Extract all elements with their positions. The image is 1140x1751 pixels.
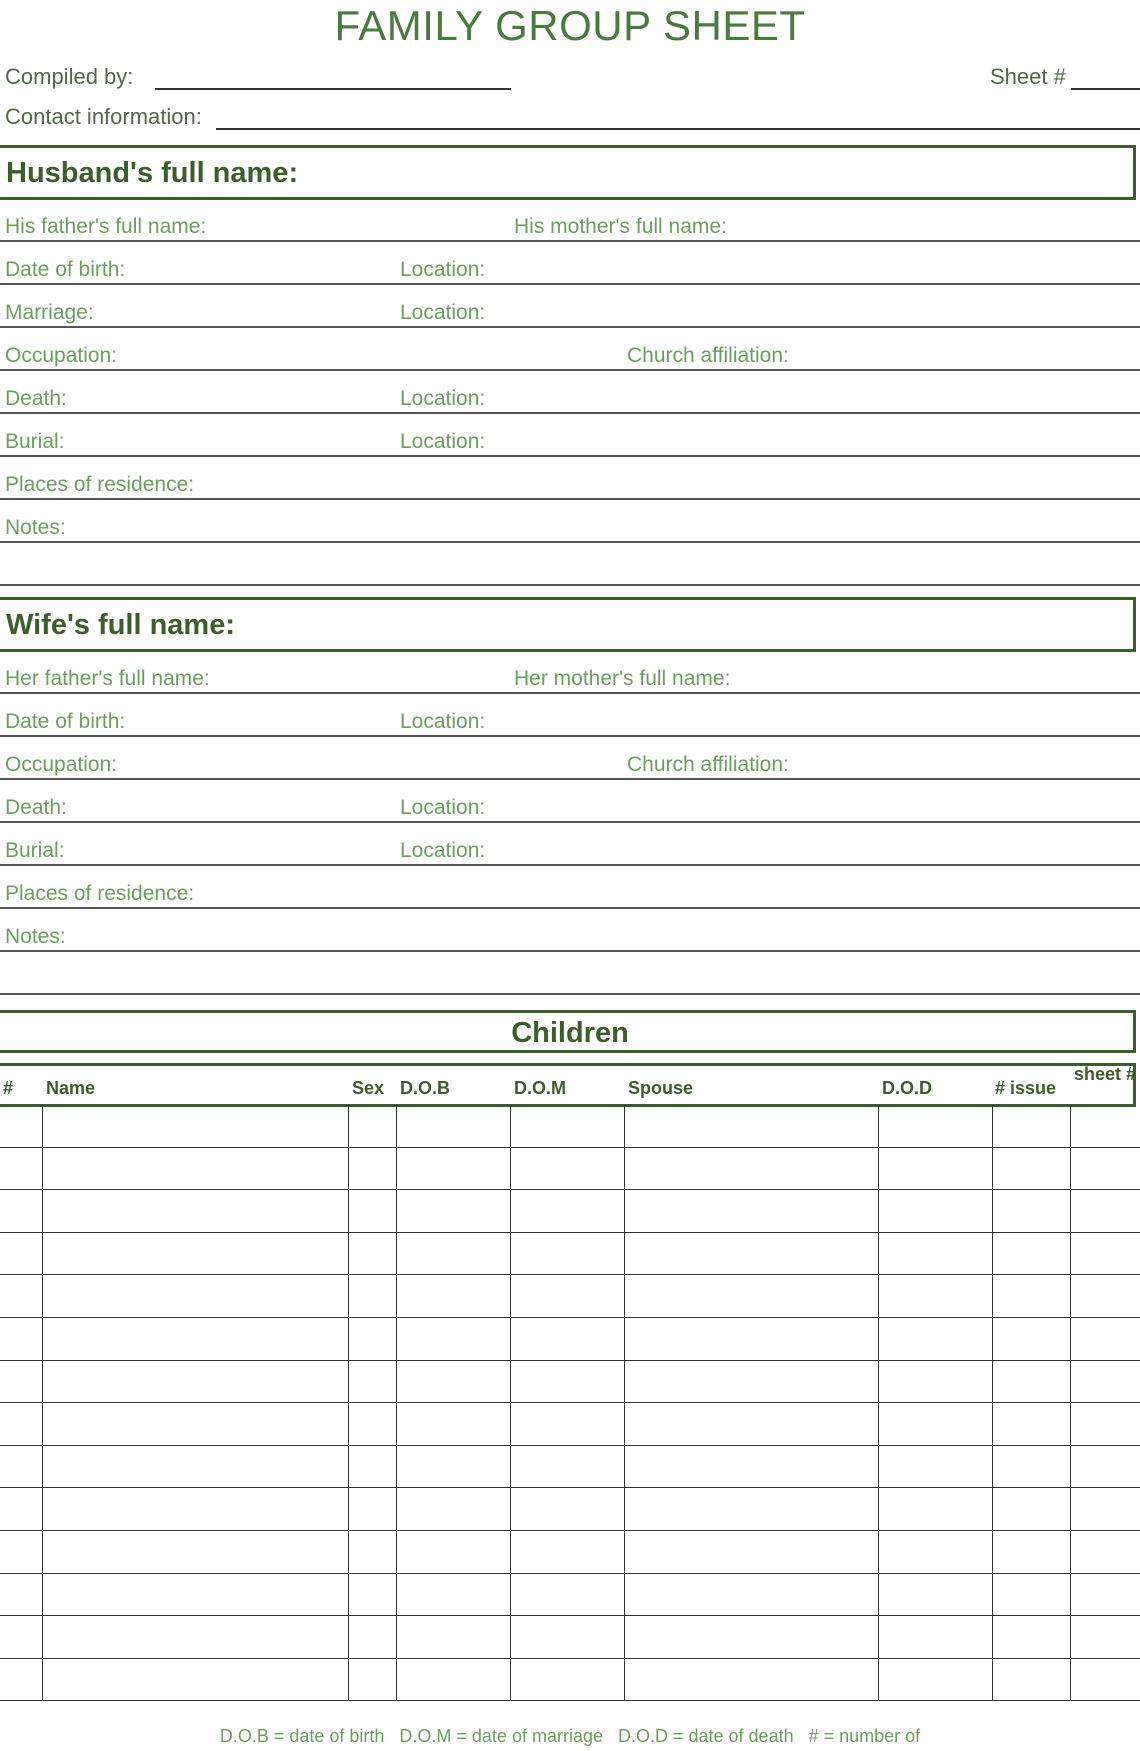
wife-death-label: Death: bbox=[5, 796, 67, 819]
cell-dom[interactable] bbox=[510, 1317, 624, 1360]
wife-dob-label: Date of birth: bbox=[5, 710, 126, 733]
cell-dod[interactable] bbox=[878, 1232, 992, 1275]
cell-sex[interactable] bbox=[348, 1147, 396, 1190]
cell-spouse[interactable] bbox=[624, 1573, 878, 1616]
cell-number[interactable] bbox=[0, 1105, 42, 1147]
cell-number[interactable] bbox=[0, 1616, 42, 1659]
husband-death-label: Death: bbox=[5, 387, 67, 410]
cell-sheet[interactable] bbox=[1070, 1360, 1140, 1403]
cell-number[interactable] bbox=[0, 1232, 42, 1275]
cell-sex[interactable] bbox=[348, 1403, 396, 1446]
wife-heading: Wife's full name: bbox=[6, 609, 235, 641]
cell-dob[interactable] bbox=[396, 1403, 510, 1446]
husband-notes-label: Notes: bbox=[5, 516, 66, 539]
cell-name[interactable] bbox=[42, 1317, 348, 1360]
cell-dod[interactable] bbox=[878, 1658, 992, 1701]
cell-issue[interactable] bbox=[992, 1275, 1070, 1318]
wife-residence-label: Places of residence: bbox=[5, 882, 195, 905]
cell-dom[interactable] bbox=[510, 1147, 624, 1190]
cell-sheet[interactable] bbox=[1070, 1275, 1140, 1318]
cell-dob[interactable] bbox=[396, 1360, 510, 1403]
col-issue: # issue bbox=[995, 1078, 1057, 1098]
cell-name[interactable] bbox=[42, 1445, 348, 1488]
col-sex: Sex bbox=[352, 1078, 385, 1098]
cell-dom[interactable] bbox=[510, 1275, 624, 1318]
cell-dob[interactable] bbox=[396, 1190, 510, 1233]
husband-burial-location-label: Location: bbox=[400, 430, 486, 453]
cell-dod[interactable] bbox=[878, 1317, 992, 1360]
cell-issue[interactable] bbox=[992, 1488, 1070, 1531]
cell-dod[interactable] bbox=[878, 1147, 992, 1190]
cell-sex[interactable] bbox=[348, 1105, 396, 1147]
col-dob: D.O.B bbox=[400, 1078, 451, 1098]
cell-sheet[interactable] bbox=[1070, 1105, 1140, 1147]
cell-dom[interactable] bbox=[510, 1360, 624, 1403]
cell-sex[interactable] bbox=[348, 1360, 396, 1403]
cell-dod[interactable] bbox=[878, 1445, 992, 1488]
cell-sex[interactable] bbox=[348, 1232, 396, 1275]
table-row bbox=[0, 1445, 1140, 1488]
husband-residence-line[interactable] bbox=[0, 498, 1140, 500]
cell-dod[interactable] bbox=[878, 1403, 992, 1446]
cell-issue[interactable] bbox=[992, 1530, 1070, 1573]
cell-sheet[interactable] bbox=[1070, 1658, 1140, 1701]
husband-dob-location-label: Location: bbox=[400, 258, 486, 281]
wife-dob-location-label: Location: bbox=[400, 710, 486, 733]
wife-burial-location-label: Location: bbox=[400, 839, 486, 862]
cell-sheet[interactable] bbox=[1070, 1616, 1140, 1659]
table-row bbox=[0, 1573, 1140, 1616]
husband-dob-line[interactable] bbox=[0, 283, 1140, 285]
cell-sheet[interactable] bbox=[1070, 1317, 1140, 1360]
cell-sex[interactable] bbox=[348, 1275, 396, 1318]
wife-father-label: Her father's full name: bbox=[5, 667, 210, 690]
cell-issue[interactable] bbox=[992, 1445, 1070, 1488]
cell-issue[interactable] bbox=[992, 1105, 1070, 1147]
wife-name-box[interactable] bbox=[0, 597, 1136, 652]
cell-dob[interactable] bbox=[396, 1232, 510, 1275]
cell-name[interactable] bbox=[42, 1488, 348, 1531]
table-row bbox=[0, 1616, 1140, 1659]
husband-burial-line[interactable] bbox=[0, 455, 1140, 457]
cell-number[interactable] bbox=[0, 1573, 42, 1616]
contact-label: Contact information: bbox=[5, 104, 202, 129]
cell-sex[interactable] bbox=[348, 1658, 396, 1701]
cell-issue[interactable] bbox=[992, 1190, 1070, 1233]
cell-spouse[interactable] bbox=[624, 1232, 878, 1275]
cell-dod[interactable] bbox=[878, 1190, 992, 1233]
compiled-by-label: Compiled by: bbox=[5, 64, 134, 89]
cell-dom[interactable] bbox=[510, 1105, 624, 1147]
husband-church-label: Church affiliation: bbox=[627, 344, 789, 367]
children-table bbox=[0, 1105, 1140, 1701]
children-box bbox=[0, 1010, 1136, 1053]
cell-dom[interactable] bbox=[510, 1445, 624, 1488]
cell-dod[interactable] bbox=[878, 1573, 992, 1616]
wife-death-location-label: Location: bbox=[400, 796, 486, 819]
cell-dob[interactable] bbox=[396, 1105, 510, 1147]
cell-issue[interactable] bbox=[992, 1573, 1070, 1616]
husband-death-line[interactable] bbox=[0, 412, 1140, 414]
wife-occupation-label: Occupation: bbox=[5, 753, 118, 776]
table-row bbox=[0, 1488, 1140, 1531]
husband-marriage-line[interactable] bbox=[0, 326, 1140, 328]
cell-name[interactable] bbox=[42, 1573, 348, 1616]
cell-sex[interactable] bbox=[348, 1317, 396, 1360]
cell-name[interactable] bbox=[42, 1616, 348, 1659]
children-heading: Children bbox=[511, 1017, 629, 1049]
cell-dod[interactable] bbox=[878, 1105, 992, 1147]
cell-number[interactable] bbox=[0, 1530, 42, 1573]
cell-dom[interactable] bbox=[510, 1530, 624, 1573]
table-row bbox=[0, 1232, 1140, 1275]
cell-dod[interactable] bbox=[878, 1360, 992, 1403]
table-row bbox=[0, 1360, 1140, 1403]
wife-death-line[interactable] bbox=[0, 821, 1140, 823]
husband-father-label: His father's full name: bbox=[5, 215, 207, 238]
cell-dom[interactable] bbox=[510, 1403, 624, 1446]
cell-sex[interactable] bbox=[348, 1445, 396, 1488]
wife-burial-label: Burial: bbox=[5, 839, 65, 862]
col-dod: D.O.D bbox=[882, 1078, 933, 1098]
col-number: # bbox=[3, 1078, 14, 1098]
husband-marriage-label: Marriage: bbox=[5, 301, 94, 324]
cell-sex[interactable] bbox=[348, 1190, 396, 1233]
cell-sheet[interactable] bbox=[1070, 1147, 1140, 1190]
sheet-number-label: Sheet # bbox=[990, 64, 1066, 89]
cell-name[interactable] bbox=[42, 1658, 348, 1701]
table-row bbox=[0, 1403, 1140, 1446]
husband-residence-label: Places of residence: bbox=[5, 473, 195, 496]
wife-parents-line[interactable] bbox=[0, 692, 1140, 694]
cell-dob[interactable] bbox=[396, 1616, 510, 1659]
cell-sheet[interactable] bbox=[1070, 1232, 1140, 1275]
husband-marriage-location-label: Location: bbox=[400, 301, 486, 324]
cell-dom[interactable] bbox=[510, 1190, 624, 1233]
cell-sex[interactable] bbox=[348, 1573, 396, 1616]
cell-sheet[interactable] bbox=[1070, 1445, 1140, 1488]
table-row bbox=[0, 1275, 1140, 1318]
cell-dob[interactable] bbox=[396, 1658, 510, 1701]
husband-name-box[interactable] bbox=[0, 145, 1136, 200]
husband-notes-line[interactable] bbox=[0, 541, 1140, 543]
wife-notes-label: Notes: bbox=[5, 925, 66, 948]
husband-heading: Husband's full name: bbox=[6, 157, 299, 189]
abbreviation-legend: D.O.B = date of birth D.O.M = date of marriage D.O.D = date of death # = number of bbox=[219, 1726, 921, 1746]
cell-spouse[interactable] bbox=[624, 1317, 878, 1360]
cell-dod[interactable] bbox=[878, 1488, 992, 1531]
cell-dob[interactable] bbox=[396, 1275, 510, 1318]
cell-sheet[interactable] bbox=[1070, 1573, 1140, 1616]
cell-sex[interactable] bbox=[348, 1530, 396, 1573]
cell-spouse[interactable] bbox=[624, 1488, 878, 1531]
cell-number[interactable] bbox=[0, 1445, 42, 1488]
cell-spouse[interactable] bbox=[624, 1403, 878, 1446]
cell-issue[interactable] bbox=[992, 1403, 1070, 1446]
cell-name[interactable] bbox=[42, 1275, 348, 1318]
cell-issue[interactable] bbox=[992, 1616, 1070, 1659]
wife-burial-line[interactable] bbox=[0, 864, 1140, 866]
col-sheet: sheet # bbox=[1073, 1064, 1137, 1084]
cell-dob[interactable] bbox=[396, 1317, 510, 1360]
cell-dob[interactable] bbox=[396, 1530, 510, 1573]
col-spouse: Spouse bbox=[628, 1078, 694, 1098]
wife-mother-label: Her mother's full name: bbox=[514, 667, 731, 690]
table-row bbox=[0, 1658, 1140, 1701]
cell-sheet[interactable] bbox=[1070, 1530, 1140, 1573]
husband-mother-label: His mother's full name: bbox=[514, 215, 727, 238]
sheet-number-field[interactable] bbox=[1071, 88, 1140, 90]
cell-spouse[interactable] bbox=[624, 1275, 878, 1318]
cell-dod[interactable] bbox=[878, 1275, 992, 1318]
cell-dob[interactable] bbox=[396, 1147, 510, 1190]
cell-number[interactable] bbox=[0, 1360, 42, 1403]
cell-number[interactable] bbox=[0, 1190, 42, 1233]
col-name: Name bbox=[46, 1078, 96, 1098]
table-row bbox=[0, 1530, 1140, 1573]
cell-sheet[interactable] bbox=[1070, 1190, 1140, 1233]
cell-dob[interactable] bbox=[396, 1445, 510, 1488]
cell-dob[interactable] bbox=[396, 1488, 510, 1531]
husband-burial-label: Burial: bbox=[5, 430, 65, 453]
col-dom: D.O.M bbox=[514, 1078, 566, 1098]
cell-issue[interactable] bbox=[992, 1317, 1070, 1360]
wife-notes-line[interactable] bbox=[0, 950, 1140, 952]
cell-number[interactable] bbox=[0, 1488, 42, 1531]
cell-issue[interactable] bbox=[992, 1360, 1070, 1403]
cell-dod[interactable] bbox=[878, 1616, 992, 1659]
cell-dom[interactable] bbox=[510, 1488, 624, 1531]
wife-notes-line-2[interactable] bbox=[0, 993, 1140, 995]
cell-dod[interactable] bbox=[878, 1530, 992, 1573]
contact-field[interactable] bbox=[216, 128, 1140, 130]
cell-spouse[interactable] bbox=[624, 1147, 878, 1190]
cell-dob[interactable] bbox=[396, 1573, 510, 1616]
cell-dom[interactable] bbox=[510, 1616, 624, 1659]
cell-name[interactable] bbox=[42, 1360, 348, 1403]
wife-residence-line[interactable] bbox=[0, 907, 1140, 909]
husband-occupation-line[interactable] bbox=[0, 369, 1140, 371]
cell-issue[interactable] bbox=[992, 1232, 1070, 1275]
husband-notes-line-2[interactable] bbox=[0, 584, 1140, 586]
cell-dom[interactable] bbox=[510, 1658, 624, 1701]
cell-name[interactable] bbox=[42, 1232, 348, 1275]
wife-church-label: Church affiliation: bbox=[627, 753, 789, 776]
cell-spouse[interactable] bbox=[624, 1445, 878, 1488]
cell-name[interactable] bbox=[42, 1190, 348, 1233]
cell-number[interactable] bbox=[0, 1317, 42, 1360]
cell-issue[interactable] bbox=[992, 1658, 1070, 1701]
wife-occupation-line[interactable] bbox=[0, 778, 1140, 780]
cell-issue[interactable] bbox=[992, 1147, 1070, 1190]
cell-number[interactable] bbox=[0, 1403, 42, 1446]
cell-number[interactable] bbox=[0, 1658, 42, 1701]
page-title: FAMILY GROUP SHEET bbox=[334, 2, 806, 49]
cell-dom[interactable] bbox=[510, 1232, 624, 1275]
husband-death-location-label: Location: bbox=[400, 387, 486, 410]
cell-sex[interactable] bbox=[348, 1488, 396, 1531]
cell-spouse[interactable] bbox=[624, 1360, 878, 1403]
cell-sex[interactable] bbox=[348, 1616, 396, 1659]
cell-spouse[interactable] bbox=[624, 1190, 878, 1233]
cell-number[interactable] bbox=[0, 1147, 42, 1190]
cell-name[interactable] bbox=[42, 1147, 348, 1190]
table-row bbox=[0, 1190, 1140, 1233]
husband-parents-line[interactable] bbox=[0, 240, 1140, 242]
cell-spouse[interactable] bbox=[624, 1530, 878, 1573]
children-header-row bbox=[0, 1063, 1136, 1107]
table-row bbox=[0, 1147, 1140, 1190]
cell-name[interactable] bbox=[42, 1530, 348, 1573]
husband-dob-label: Date of birth: bbox=[5, 258, 126, 281]
husband-occupation-label: Occupation: bbox=[5, 344, 118, 367]
wife-dob-line[interactable] bbox=[0, 735, 1140, 737]
cell-number[interactable] bbox=[0, 1275, 42, 1318]
cell-spouse[interactable] bbox=[624, 1105, 878, 1147]
cell-spouse[interactable] bbox=[624, 1616, 878, 1659]
cell-dom[interactable] bbox=[510, 1573, 624, 1616]
cell-sheet[interactable] bbox=[1070, 1403, 1140, 1446]
cell-spouse[interactable] bbox=[624, 1658, 878, 1701]
cell-name[interactable] bbox=[42, 1105, 348, 1147]
cell-sheet[interactable] bbox=[1070, 1488, 1140, 1531]
table-row bbox=[0, 1317, 1140, 1360]
table-row bbox=[0, 1105, 1140, 1147]
compiled-by-field[interactable] bbox=[155, 88, 511, 90]
cell-name[interactable] bbox=[42, 1403, 348, 1446]
